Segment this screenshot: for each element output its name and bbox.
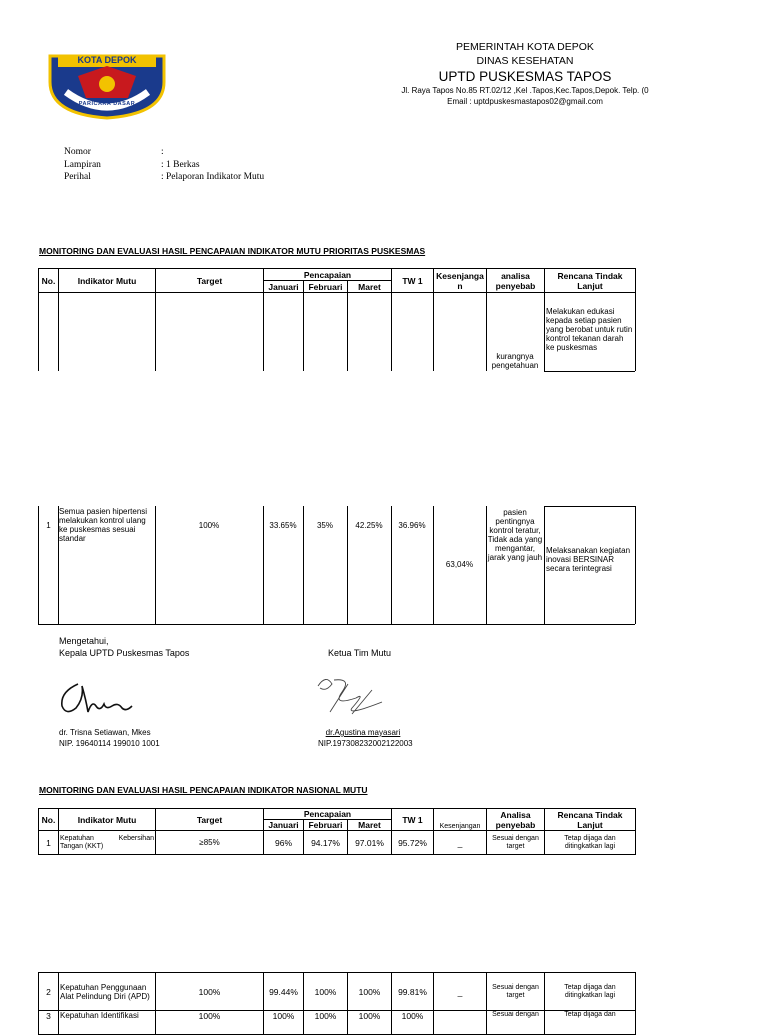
col-januari: Januari	[264, 281, 304, 293]
col-maret: Maret	[348, 820, 392, 831]
row-analisa: pasien pentingnya kontrol teratur, Tidak ada yang mengantar, jarak yang jauh	[487, 508, 543, 562]
row-maret: 100%	[348, 973, 392, 1011]
row-februari: 100%	[304, 1011, 348, 1035]
row-kesenjangan: _	[434, 973, 487, 1011]
col-indikator: Indikator Mutu	[59, 809, 156, 831]
row-maret: 97.01%	[348, 831, 392, 855]
row-kesenjangan: _	[434, 831, 487, 855]
row-kesenjangan	[434, 1011, 487, 1035]
row-kesenjangan: 63,04%	[445, 560, 474, 569]
table-row	[39, 1011, 636, 1035]
ketua-signature	[312, 672, 392, 722]
row-januari: 96%	[264, 831, 304, 855]
national-table-header	[38, 808, 636, 855]
col-januari: Januari	[264, 820, 304, 831]
city-logo	[48, 52, 166, 120]
row-target: 100%	[156, 1011, 264, 1035]
mengetahui-label: Mengetahui,	[59, 636, 109, 646]
row-maret: 100%	[348, 1011, 392, 1035]
row-januari: 33.65%	[269, 521, 297, 530]
row-rencana: Melaksanakan kegiatan inovasi BERSINAR secara terintegrasi	[546, 546, 631, 573]
logo-text-bottom: PARICARA DASAR	[78, 101, 136, 107]
lampiran-label: Lampiran	[64, 160, 101, 170]
col-pencapaian: Pencapaian	[264, 269, 392, 281]
col-februari: Februari	[304, 820, 348, 831]
top-analisa-text: kurangnya pengetahuan	[491, 352, 539, 370]
nomor-value: :	[161, 147, 164, 157]
nomor-label: Nomor	[64, 147, 91, 157]
row-januari: 99.44%	[264, 973, 304, 1011]
header-address: Jl. Raya Tapos No.85 RT.02/12 ,Kel .Tapos,Kec.Tapos,Depok. Telp. (0	[401, 86, 649, 95]
row-maret: 42.25%	[355, 521, 383, 530]
row-februari: 94.17%	[304, 831, 348, 855]
section2-title: MONITORING DAN EVALUASI HASIL PENCAPAIAN INDIKATOR NASIONAL MUTU	[39, 785, 368, 795]
col-no: No.	[39, 269, 59, 293]
row-februari: 100%	[304, 973, 348, 1011]
col-target: Target	[156, 269, 264, 293]
col-rencana: Rencana Tindak Lanjut	[545, 269, 636, 293]
col-februari: Februari	[304, 281, 348, 293]
row-tw1: 95.72%	[392, 831, 434, 855]
kepala-nip: NIP. 19640114 199010 1001	[59, 739, 160, 748]
row-januari: 100%	[264, 1011, 304, 1035]
col-target: Target	[156, 809, 264, 831]
row-indikator: Kepatuhan Penggunaan Alat Pelindung Diri (APD)	[59, 973, 156, 1011]
kepala-name: dr. Trisna Setiawan, Mkes	[59, 728, 151, 737]
row-indikator: Kepatuhan Kebersihan Tangan (KKT)	[59, 831, 156, 855]
lampiran-value: : 1 Berkas	[161, 160, 200, 170]
col-analisa: Analisa penyebab	[487, 809, 545, 831]
row-tw1: 36.96%	[398, 521, 426, 530]
section1-title: MONITORING DAN EVALUASI HASIL PENCAPAIAN INDIKATOR MUTU PRIORITAS PUSKESMAS	[39, 246, 426, 256]
col-rencana: Rencana Tindak Lanjut	[545, 809, 636, 831]
perihal-value: : Pelaporan Indikator Mutu	[161, 172, 265, 182]
row-no: 2	[39, 973, 59, 1011]
row-target: 100%	[198, 521, 220, 530]
row-tw1: 100%	[392, 1011, 434, 1035]
row-no: 3	[39, 1011, 59, 1035]
row-analisa: Sesuai dengan	[487, 1011, 545, 1035]
logo-text-top: KOTA DEPOK	[77, 55, 137, 65]
row-rencana: Tetap dijaga dan	[545, 1011, 636, 1035]
row-analisa: Sesuai dengan target	[487, 973, 545, 1011]
col-tw1: TW 1	[392, 269, 434, 293]
header-government: PEMERINTAH KOTA DEPOK	[456, 41, 594, 53]
row-februari: 35%	[316, 521, 333, 530]
ketua-name: dr.Agustina mayasari	[325, 728, 401, 737]
priority-table-header	[38, 268, 636, 293]
col-kesenjangan: Kesenjangan	[434, 809, 487, 831]
ketua-title: Ketua Tim Mutu	[328, 648, 392, 658]
col-maret: Maret	[348, 281, 392, 293]
row-no: 1	[39, 831, 59, 855]
col-analisa: analisa penyebab	[487, 269, 545, 293]
national-table-continued	[38, 972, 636, 1035]
table-row	[39, 973, 636, 1011]
kepala-title: Kepala UPTD Puskesmas Tapos	[59, 648, 190, 658]
row-analisa: Sesuai dengan target	[487, 831, 545, 855]
header-department: DINAS KESEHATAN	[476, 55, 574, 67]
header-email: Email : uptdpuskesmastapos02@gmail.com	[447, 97, 603, 106]
ketua-nip: NIP.197308232002122003	[318, 739, 413, 748]
perihal-label: Perihal	[64, 172, 91, 182]
row-no: 1	[46, 521, 51, 530]
row-target: 100%	[156, 973, 264, 1011]
row-target: ≥85%	[156, 831, 264, 855]
col-pencapaian: Pencapaian	[264, 809, 392, 820]
row-rencana: Tetap dijaga dan ditingkatkan lagi	[545, 831, 636, 855]
col-indikator: Indikator Mutu	[59, 269, 156, 293]
table-row	[39, 831, 636, 855]
header-institution: UPTD PUSKESMAS TAPOS	[438, 69, 612, 84]
row-rencana: Tetap dijaga dan ditingkatkan lagi	[545, 973, 636, 1011]
kepala-signature	[56, 678, 136, 720]
col-tw1: TW 1	[392, 809, 434, 831]
col-kesenjangan: Kesenjanga n	[434, 269, 487, 293]
row-tw1: 99.81%	[392, 973, 434, 1011]
top-rencana-text: Melakukan edukasi kepada setiap pasien yang berobat untuk rutin kontrol tekanan darah ke puskesmas	[546, 307, 633, 352]
row-indikator: Semua pasien hipertensi melakukan kontrol ulang ke puskesmas sesuai standar	[59, 507, 148, 543]
col-no: No.	[39, 809, 59, 831]
row-indikator: Kepatuhan Identifikasi	[59, 1011, 156, 1035]
